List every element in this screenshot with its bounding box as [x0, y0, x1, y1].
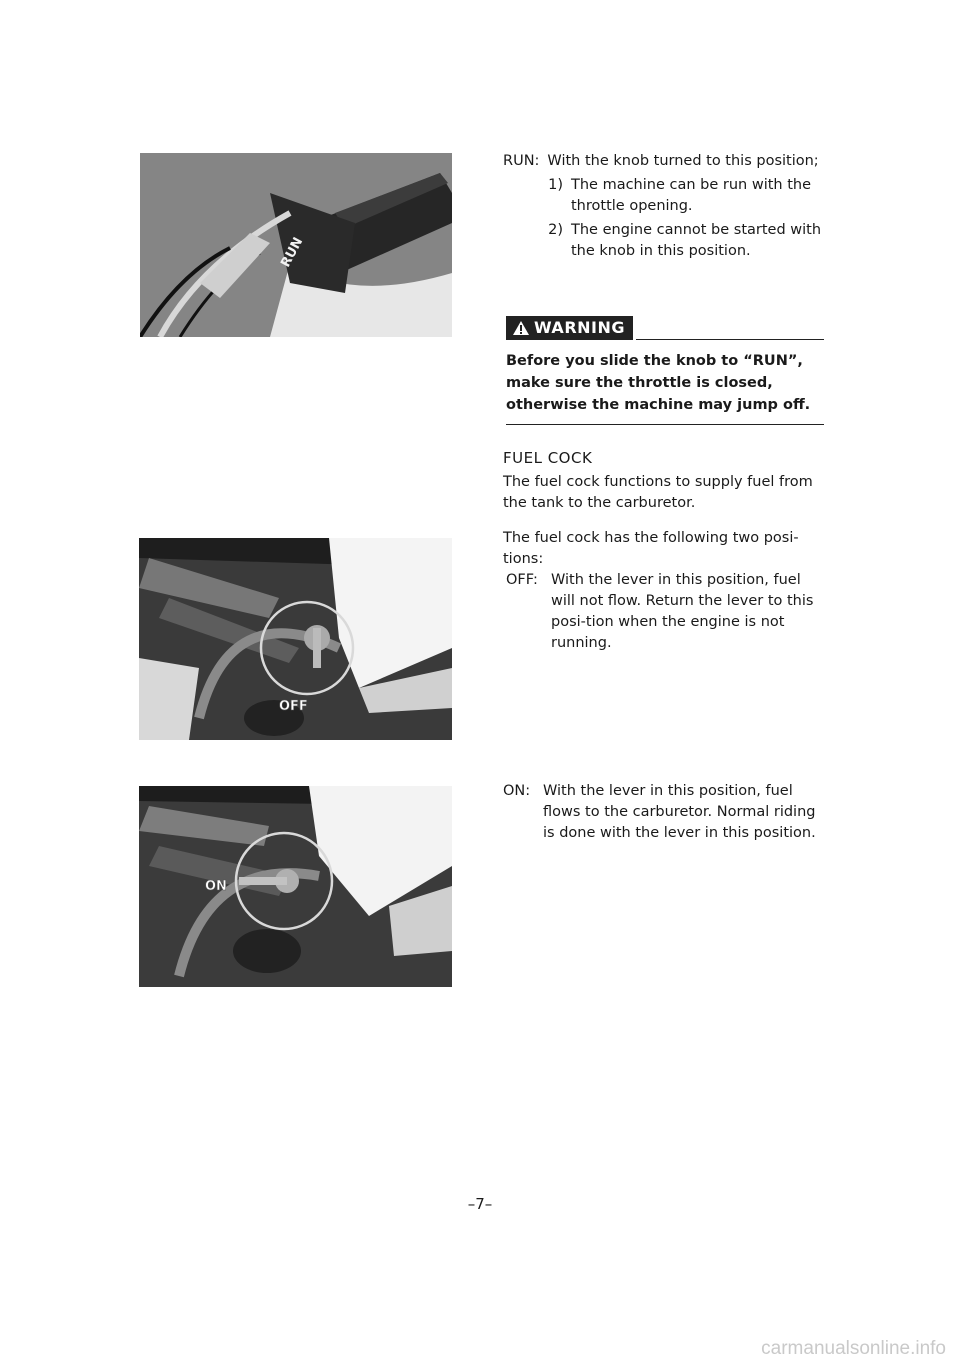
- off-text: With the lever in this position, fuel will not flow. Return the lever to this posi-tion when the engine is not running.: [551, 572, 814, 651]
- run-knob-label: RUN: [278, 235, 307, 270]
- warning-header: [506, 316, 824, 342]
- off-photo-label: OFF: [279, 699, 308, 714]
- fuel-cock-heading: FUEL COCK: [503, 449, 593, 467]
- run-intro: With the knob turned to this position;: [547, 153, 819, 169]
- fuel-cock-off-item: [503, 570, 823, 654]
- watermark: carmanualsonline.info: [761, 1338, 946, 1359]
- warning-text: Before you slide the knob to “RUN”, make sure the throttle is closed, otherwise the machine may jump off.: [506, 353, 811, 413]
- off-label: OFF:: [506, 572, 538, 588]
- warning-bottom-rule: [506, 424, 824, 425]
- fuel-cock-on-photo: [139, 786, 452, 987]
- fuel-cock-off-photo: [139, 538, 452, 740]
- warning-header-rule: [636, 339, 824, 340]
- run-label: RUN:: [503, 153, 540, 169]
- run-description: [503, 151, 823, 262]
- on-label: ON:: [503, 783, 531, 799]
- warning-badge: WARNING: [506, 316, 633, 340]
- fuel-cock-on-item: [503, 781, 823, 844]
- page-number: –7–: [467, 1195, 493, 1213]
- on-text: With the lever in this position, fuel flows to the carburetor. Normal riding is done with the lever in this position.: [543, 783, 816, 841]
- throttle-grip-photo: [140, 153, 452, 337]
- on-photo-label: ON: [205, 879, 227, 894]
- fuel-cock-para-2: The fuel cock has the following two posi-tions:: [503, 530, 799, 567]
- warning-triangle-icon: [512, 320, 530, 336]
- run-item-2: 2) The engine cannot be started with the knob in this position.: [548, 222, 822, 259]
- run-item-1: 1) The machine can be run with the throttle opening.: [548, 177, 812, 214]
- fuel-cock-para-1: The fuel cock functions to supply fuel from the tank to the carburetor.: [503, 474, 813, 511]
